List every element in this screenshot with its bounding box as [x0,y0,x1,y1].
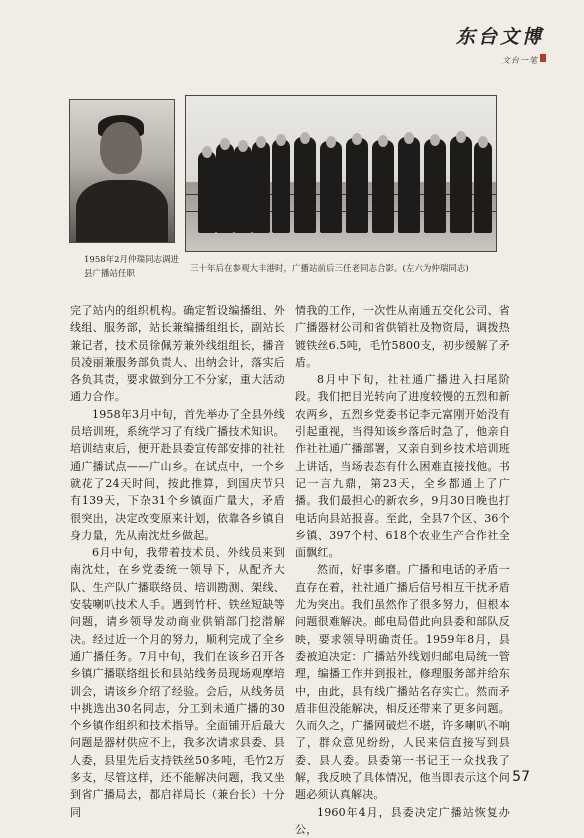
left-text-column [70,302,285,821]
right-text-column [295,302,510,838]
paragraph: 8月中下旬，社社通广播进入扫尾阶段。我们把目光转向了进度较慢的五烈和新农两乡，五烈乡党委书记李元富刚开始没有引起重视，当得知该乡落后时急了，他亲自作社社通广播部署，又亲自到乡技术培训班上讲话，当场表态有什么困难直接找他。书记一言九鼎，第23天，全乡都通上了广播。我们最担心的新农乡，9月30日晚也打电话向县站报喜。至此，全县7个区、36个乡镇、397个村、618个农业生产合作社全面飘红。 [295,373,510,560]
paragraph: 情我的工作，一次性从南通五交化公司、省广播器材公司和省供销社及物资局，调拨热镀铁丝6.5吨，毛竹5800支，初步缓解了矛盾。 [295,304,510,369]
paragraph: 1960年4月，县委决定广播站恢复办公， [295,805,510,836]
paragraph: 完了站内的组织机构。确定暂设编播组、外线组、服务部，站长兼编播组组长，副站长兼记者，技术员徐佩芳兼外线组组长，播音员凌丽兼服务部负责人、出纳会计，落实后各负其责，要求做到分工不分家，重大活动通力合作。 [70,304,285,404]
page-number: 57 [512,769,530,785]
group-photo [185,95,497,252]
red-seal-stamp [540,54,546,62]
calligraphy-signature: 文台一笔 [502,56,538,65]
paragraph: 然而，好事多磨。广播和电话的矛盾一直存在着，社社通广播后信号相互干扰矛盾尤为突出。我们虽然作了很多努力，但根本问题很难解决。邮电局借此向县委和部队反映，要求领导明确责任。1959年8月，县委被迫决定：广播站外线划归邮电局统一管理，编播工作并到报社，修理服务部并给东中，由此，县有线广播站名存实亡。然而矛盾非但没能解决，相反还带来了更多问题。久而久之，广播网破烂不堪，许多喇叭不响了，群众意见纷纷，人民来信直接写到县委、县人委。县委第一书记王一众找我了解，我反映了具体情况，他当即表示这个问题必须认真解决。 [295,563,510,802]
group-photo-caption: 三十年后在参观大丰港时，广播站前后三任老同志合影。(左六为仲瑞同志) [190,264,469,274]
column-title: 东台文博 [455,26,544,48]
portrait-caption: 1958年2月仲瑞同志调进县广播站任职 [84,255,180,279]
paragraph: 1958年3月中旬，首先举办了全县外线员培训班，系统学习了有线广播技术知识。培训结束后，便开赴县委宣传部安排的社社通广播试点——广山乡。在试点中，一个乡就花了24天时间，按此推算，到国庆节只有139天，下杂31个乡镇面广量大，矛盾很突出，决定改变原来计划，依靠各乡镇自身力量，先从南沈灶乡做起。 [70,407,285,542]
paragraph: 6月中旬，我带着技术员、外线员来到南沈灶，在乡党委统一领导下，从配齐大队、生产队广播联络员、培训勘测、架线、安装喇叭技术人手。遇到竹杆、铁丝短缺等问题，请乡领导发动商业供销部门挖潜解决。经过近一个月的努力，顺利完成了全乡通广播任务。7月中旬，我们在该乡召开各乡镇广播联络组长和县站线务员现场观摩培训会，请该乡介绍了经验。会后，从线务员中挑选出30名同志，分工到未通广播的30个乡镇作组织和技术指导。全面铺开后最大问题是器材供应不上，我多次请求县委、县人委，县里先后支持铁丝50多吨，毛竹2万多支，尽管这样，还不能解决问题，我又坐到省广播局去，都启祥局长（兼台长）十分同 [70,546,285,819]
portrait-photo [69,99,175,243]
